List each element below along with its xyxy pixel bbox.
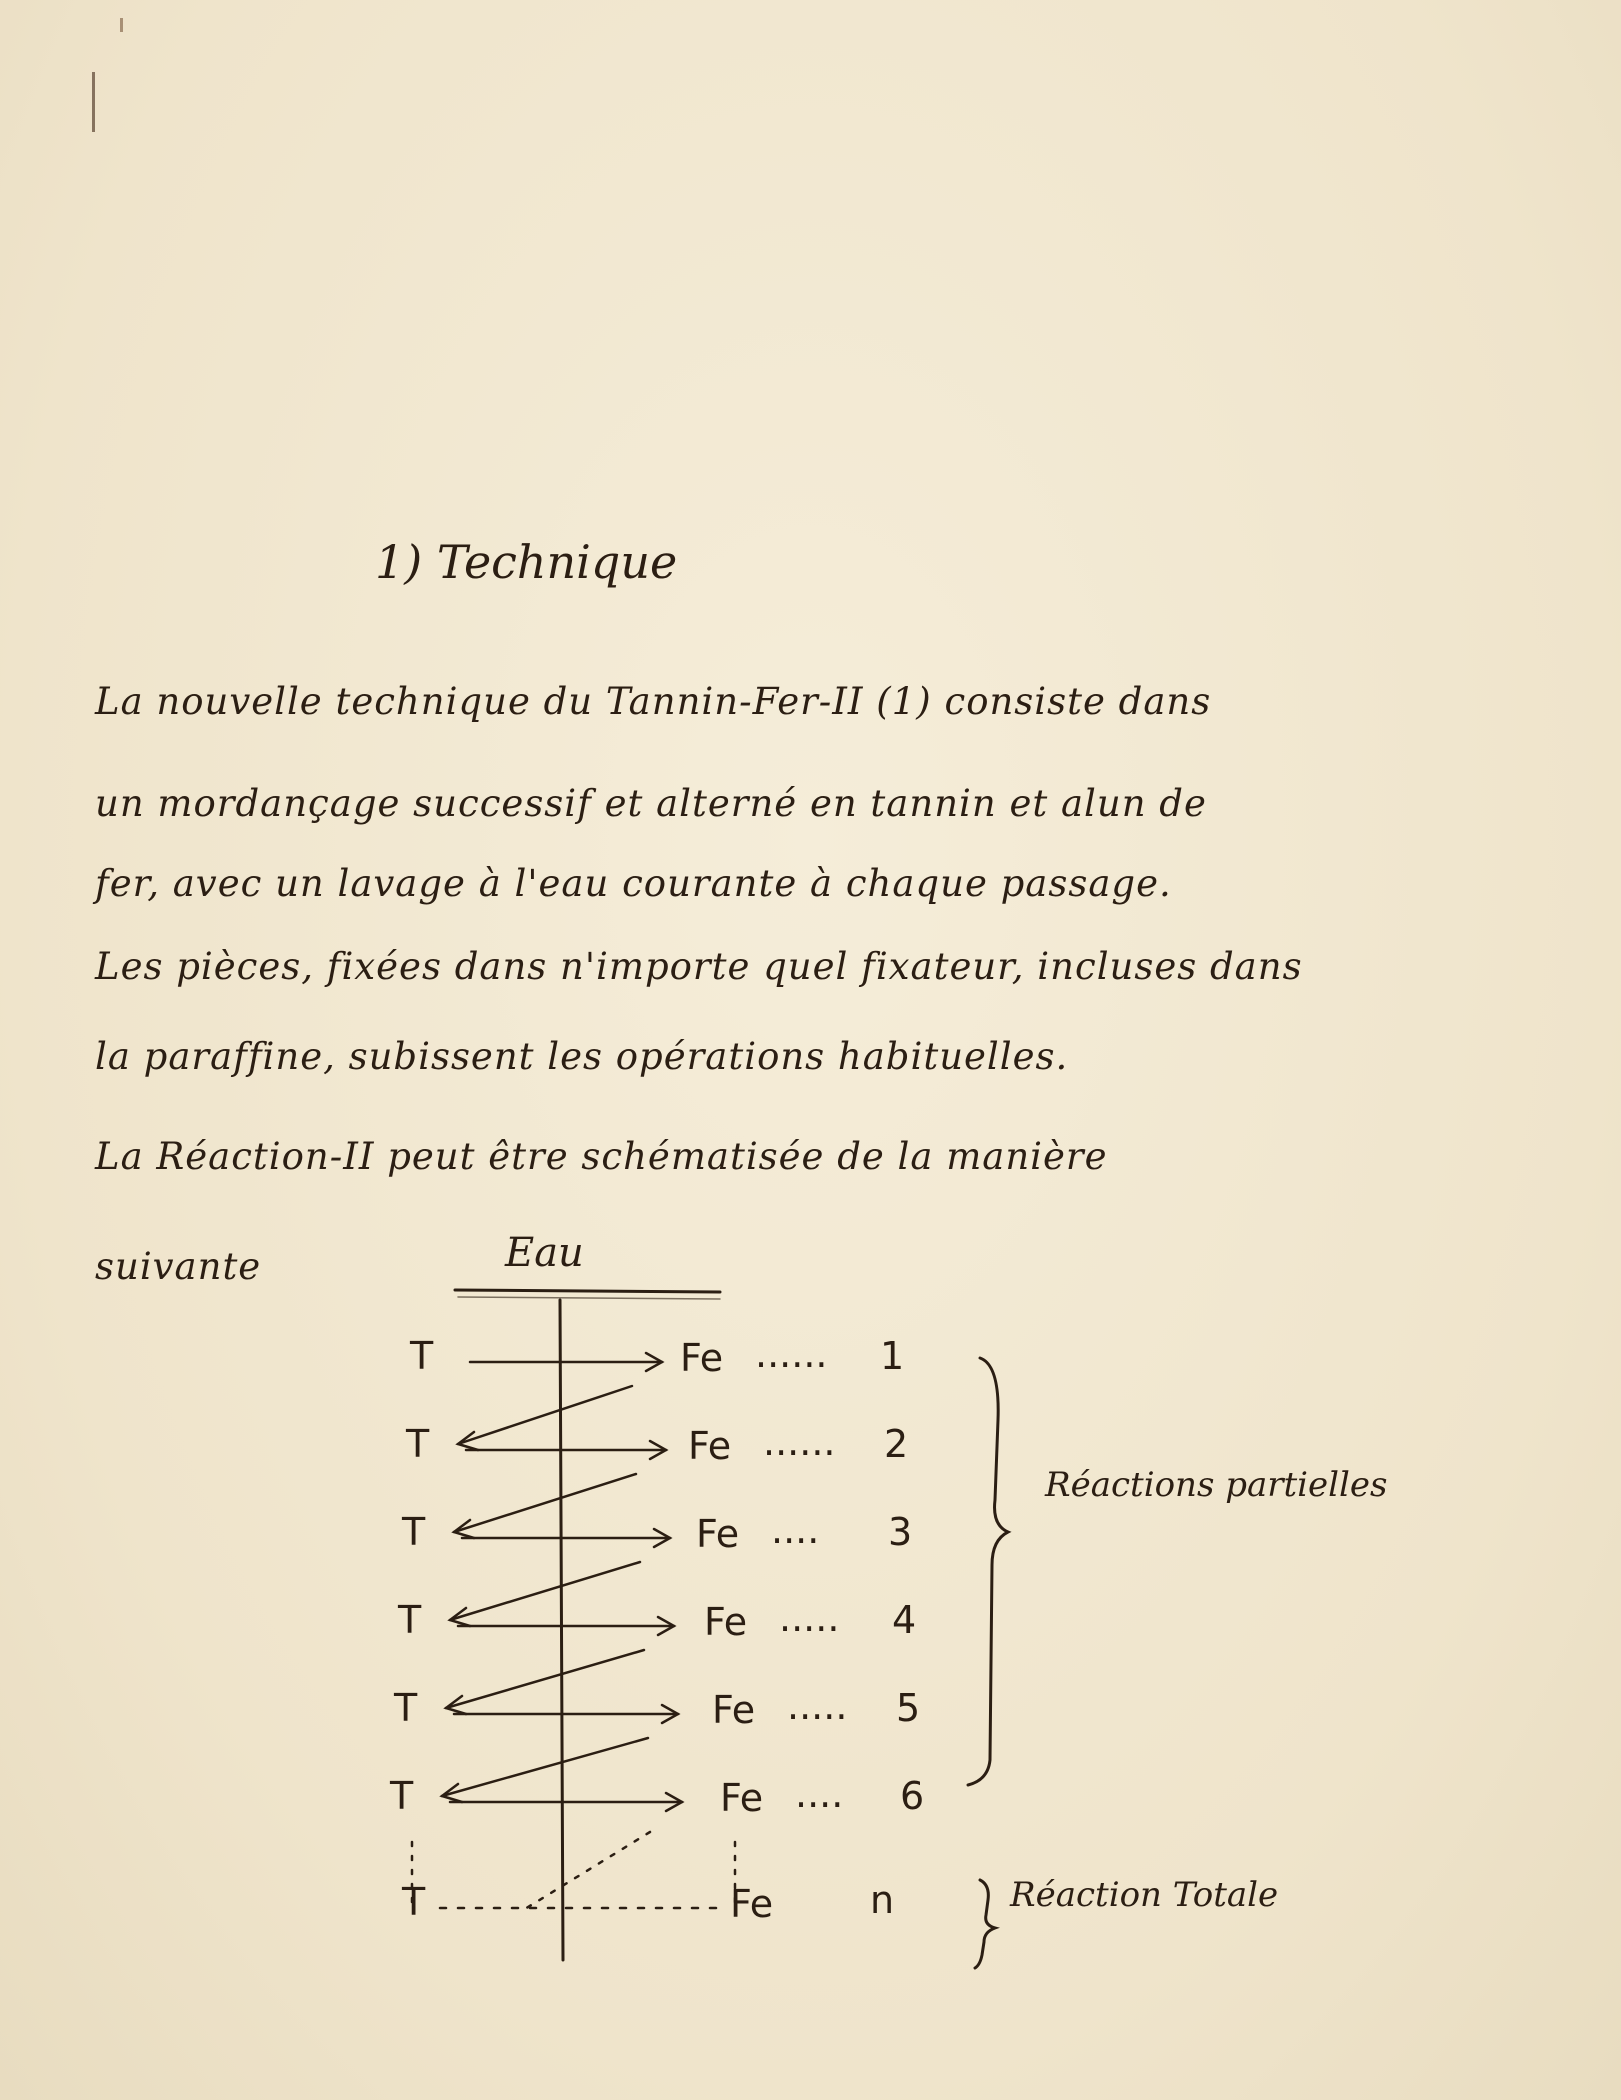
- paragraph-line: suivante: [95, 1245, 262, 1288]
- paragraph-line: un mordançage successif et alterné en tannin et alun de: [95, 782, 1207, 825]
- iron-label: Fe: [730, 1882, 774, 1926]
- dotted-leader: ....: [795, 1772, 844, 1816]
- tannin-label: T: [402, 1510, 426, 1554]
- total-reaction-brace: [975, 1880, 995, 1968]
- dotted-leader: ......: [755, 1332, 828, 1376]
- partial-reactions-brace: [968, 1358, 1008, 1785]
- step-number: n: [870, 1878, 895, 1922]
- dotted-leader: ......: [763, 1420, 836, 1464]
- paragraph-line: La nouvelle technique du Tannin-Fer-II (1) consiste dans: [95, 680, 1212, 723]
- section-heading: 1) Technique: [375, 535, 678, 589]
- iron-label: Fe: [696, 1512, 740, 1556]
- reaction-arrow: [450, 1562, 640, 1620]
- iron-label: Fe: [680, 1336, 724, 1380]
- step-number: 5: [896, 1686, 921, 1730]
- dotted-leader: .....: [787, 1684, 848, 1728]
- reaction-arrow: [446, 1650, 644, 1708]
- water-label: Eau: [505, 1230, 584, 1276]
- paragraph-line: La Réaction-II peut être schématisée de la manière: [95, 1135, 1108, 1178]
- dotted-leader: .....: [779, 1596, 840, 1640]
- total-reaction-label: Réaction Totale: [1010, 1875, 1279, 1915]
- paragraph-line: Les pièces, fixées dans n'importe quel fixateur, incluses dans: [95, 945, 1303, 988]
- step-number: 2: [884, 1422, 909, 1466]
- step-number: 3: [888, 1510, 913, 1554]
- partial-reactions-label: Réactions partielles: [1045, 1465, 1388, 1505]
- tannin-label: T: [406, 1422, 430, 1466]
- water-axis-line: [560, 1300, 563, 1960]
- iron-label: Fe: [712, 1688, 756, 1732]
- dotted-leader: ....: [771, 1508, 820, 1552]
- step-number: 1: [880, 1334, 905, 1378]
- paragraph-line: fer, avec un lavage à l'eau courante à chaque passage.: [95, 862, 1172, 905]
- reaction-arrow: [520, 1832, 650, 1912]
- iron-label: Fe: [720, 1776, 764, 1820]
- iron-label: Fe: [704, 1600, 748, 1644]
- reaction-arrow: [442, 1738, 648, 1796]
- reaction-arrow: [454, 1474, 636, 1532]
- tannin-label: T: [410, 1334, 434, 1378]
- tannin-label: T: [398, 1598, 422, 1642]
- water-underline: [458, 1297, 720, 1299]
- iron-label: Fe: [688, 1424, 732, 1468]
- water-underline: [455, 1290, 720, 1292]
- step-number: 4: [892, 1598, 917, 1642]
- step-number: 6: [900, 1774, 925, 1818]
- paragraph-line: la paraffine, subissent les opérations habituelles.: [95, 1035, 1069, 1078]
- reaction-arrow: [458, 1386, 632, 1444]
- tannin-label: T: [390, 1774, 414, 1818]
- tannin-label: T: [394, 1686, 418, 1730]
- tannin-label: T: [402, 1880, 426, 1924]
